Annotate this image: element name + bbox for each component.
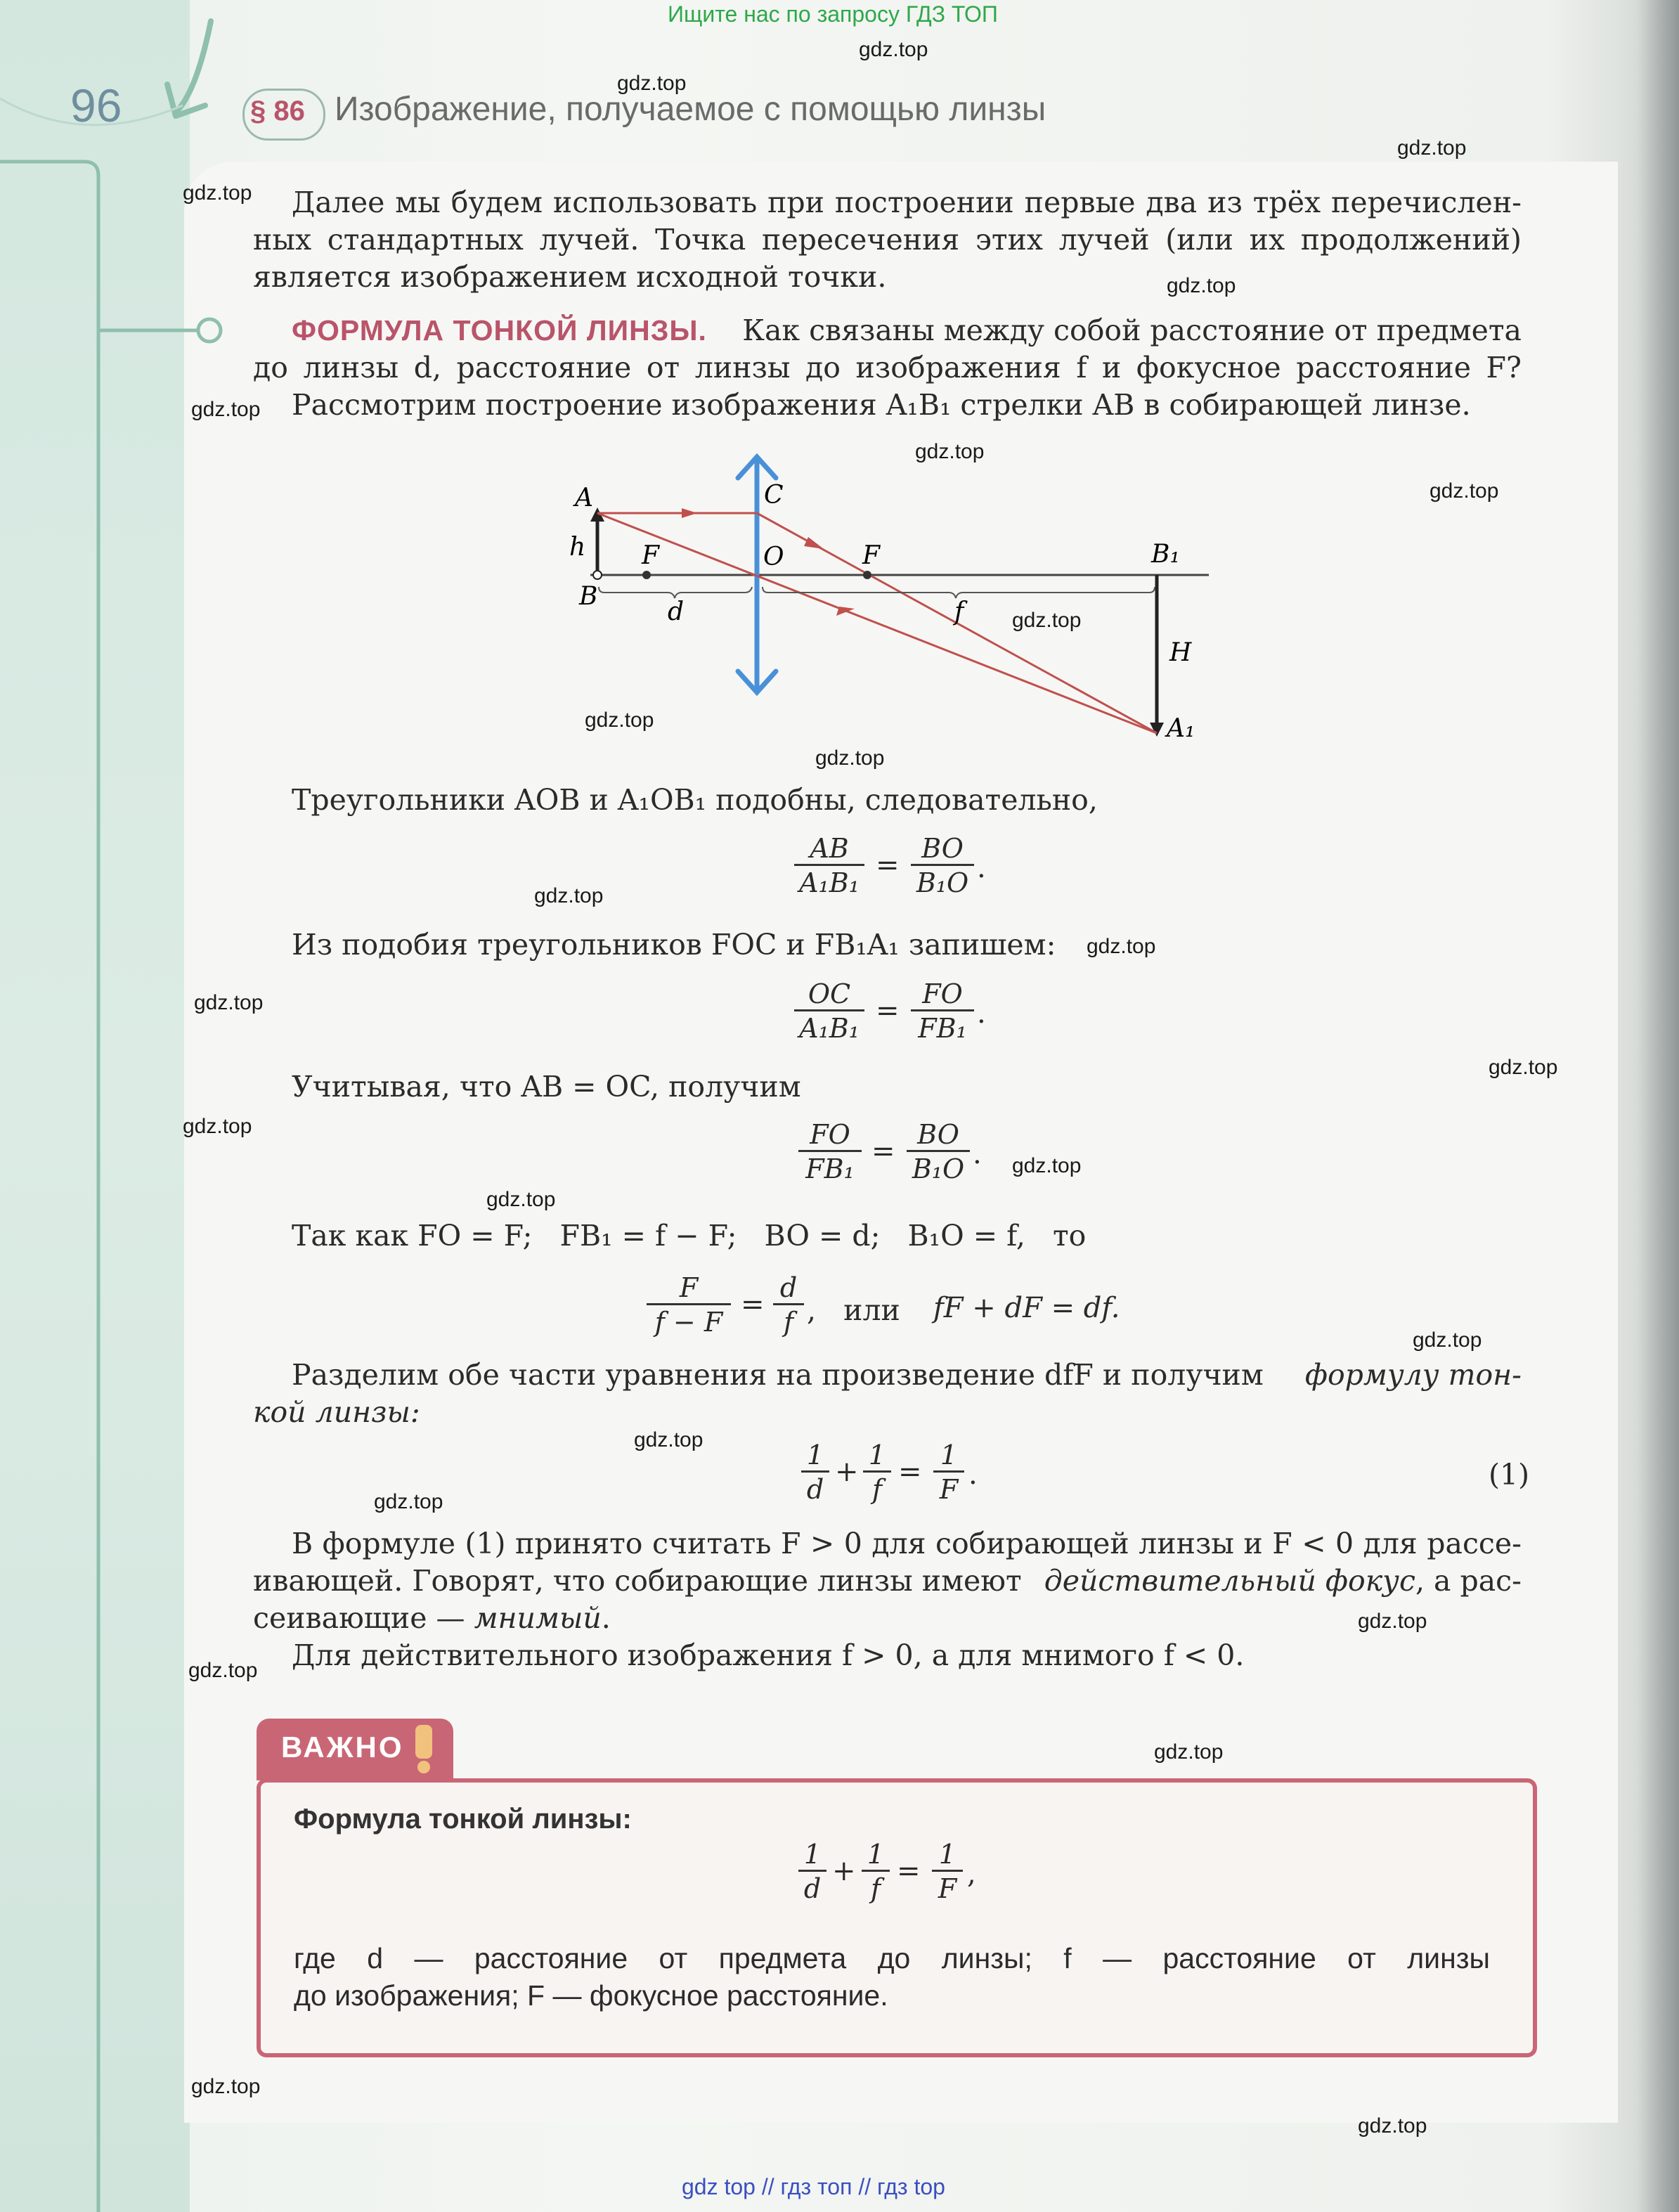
paragraph-line: Рассмотрим построение изображения A₁B₁ стрелки AB в собирающей линзе. (292, 388, 1471, 422)
brace-d (599, 587, 752, 598)
watermark: gdz.top (1154, 1740, 1224, 1764)
paragraph-line: В формуле (1) принято считать F > 0 для собирающей линзы и F < 0 для рассе- (292, 1527, 1522, 1560)
fraction (801, 1440, 829, 1505)
paragraph-line (292, 1357, 1522, 1394)
label-A: A (575, 484, 593, 512)
denominator: A₁B₁ (794, 864, 864, 898)
denominator: f − F (647, 1303, 731, 1338)
text-run: сеивающие — (253, 1601, 465, 1635)
text-run: , а рас- (1415, 1564, 1522, 1598)
watermark: gdz.top (191, 398, 261, 421)
brace-f (763, 587, 1155, 598)
numerator: 1 (867, 1839, 885, 1870)
paragraph-line: до линзы d, расстояние от линзы до изображения f и фокусное расстояние F? (253, 351, 1522, 384)
numerator: 1 (940, 1440, 958, 1470)
text-run: . (601, 1601, 611, 1635)
label-H: H (1169, 638, 1192, 667)
watermark: gdz.top (188, 1659, 258, 1682)
denominator: B₁O (911, 864, 974, 898)
watermark: gdz.top (1397, 136, 1467, 160)
emphasis: мнимый (474, 1601, 602, 1635)
fraction (862, 1839, 890, 1904)
label-B1: B₁ (1151, 540, 1180, 569)
label-A1: A₁ (1167, 714, 1195, 743)
equals-sign: = (741, 1288, 765, 1321)
watermark: gdz.top (1358, 2114, 1427, 2137)
numerator: 1 (803, 1839, 822, 1870)
label-d: d (668, 597, 685, 626)
denominator: FB₁ (798, 1150, 862, 1184)
paragraph-line (253, 1563, 1522, 1600)
label-F-right: F (862, 541, 880, 570)
punctuation: , (967, 1858, 976, 1890)
watermark: gdz.top (486, 1188, 556, 1211)
punctuation: . (973, 1138, 982, 1170)
book-spine-shadow (1637, 0, 1679, 2212)
paragraph-line: Из подобия треугольников FOC и FB₁A₁ запишем: (292, 928, 1056, 962)
important-tab-label: ВАЖНО (281, 1731, 404, 1764)
section-badge: § 86 (250, 96, 305, 127)
important-title: Формула тонкой линзы: (294, 1804, 632, 1835)
point-B (593, 571, 602, 579)
watermark: gdz.top (1489, 1056, 1558, 1079)
punctuation: . (977, 997, 986, 1030)
watermark: gdz.top (1413, 1328, 1482, 1352)
watermark: gdz.top (859, 38, 928, 61)
watermark: gdz.top (534, 884, 604, 907)
watermark: gdz.top (1087, 935, 1156, 958)
ray-arrow (836, 607, 855, 616)
equals-sign: = (898, 1456, 922, 1488)
watermark: gdz.top (183, 1115, 252, 1138)
numerator: FO (810, 1119, 850, 1150)
numerator: BO (917, 1119, 959, 1150)
fraction (911, 833, 974, 898)
paragraph-line: Так как FO = F; FB₁ = f − F; BO = d; B₁O = f, то (292, 1219, 1087, 1253)
equation: fF + dF = df. (933, 1292, 1120, 1324)
punctuation: . (968, 1459, 978, 1491)
ray-arrow (682, 508, 697, 518)
denominator: F (932, 1870, 963, 1904)
equation-number: (1) (1489, 1458, 1530, 1492)
fraction (647, 1272, 731, 1338)
watermark: gdz.top (585, 709, 654, 732)
numerator: BO (921, 833, 964, 864)
denominator: FB₁ (911, 1009, 974, 1044)
watermark: gdz.top (194, 991, 264, 1014)
punctuation: . (977, 852, 986, 884)
paragraph-line: Далее мы будем использовать при построении первые два из трёх перечислен- (292, 186, 1522, 219)
fraction (798, 1119, 862, 1184)
fraction (933, 1440, 964, 1505)
watermark: gdz.top (634, 1428, 704, 1451)
numerator: 1 (868, 1440, 886, 1470)
denominator: F (933, 1470, 964, 1505)
fraction (932, 1839, 963, 1904)
equals-sign: = (897, 1855, 921, 1887)
paragraph-line: является изображением исходной точки. (253, 260, 887, 294)
watermark: gdz.top (183, 181, 252, 205)
numerator: FO (922, 978, 963, 1009)
watermark: gdz.top (1012, 609, 1082, 632)
label-O: O (763, 543, 784, 571)
numerator: 1 (938, 1839, 957, 1870)
watermark: gdz.top (1430, 479, 1499, 503)
denominator: A₁B₁ (794, 1009, 864, 1044)
denominator: d (801, 1470, 829, 1505)
watermark: gdz.top (374, 1490, 443, 1513)
numerator: AB (810, 833, 849, 864)
label-f: f (954, 597, 964, 626)
plus-sign: + (832, 1855, 856, 1887)
denominator: d (798, 1870, 826, 1904)
margin-decoration (0, 0, 281, 2212)
fraction (798, 1839, 826, 1904)
conjunction: , или (807, 1293, 900, 1327)
ray-arrow (804, 537, 824, 549)
paragraph-line: Как связаны между собой расстояние от предмета (742, 313, 1522, 347)
watermark: gdz.top (915, 440, 985, 463)
label-B: B (579, 582, 598, 611)
watermark: gdz.top (191, 2075, 261, 2098)
paragraph-line: Учитывая, что AB = OC, получим (292, 1070, 801, 1104)
label-C: C (764, 481, 784, 510)
equals-sign: = (876, 849, 900, 881)
paragraph-line: Треугольники AOB и A₁OB₁ подобны, следовательно, (292, 783, 1098, 817)
paragraph-line (253, 1600, 611, 1637)
equals-sign: = (876, 995, 900, 1027)
emphasis: действительный фокус (1044, 1564, 1415, 1598)
focus-left (642, 571, 651, 579)
page-number: 96 (70, 79, 122, 131)
watermark: gdz.top (815, 746, 885, 770)
denominator: f (773, 1303, 804, 1338)
paragraph-line: Для действительного изображения f > 0, а для мнимого f < 0. (292, 1638, 1245, 1672)
lens-ray-diagram (548, 443, 1223, 766)
label-h: h (569, 533, 586, 562)
fraction (773, 1272, 804, 1338)
numerator: OC (808, 978, 851, 1009)
text-run: Разделим обе части уравнения на произведение dfF и получим (292, 1358, 1264, 1392)
numerator: F (679, 1272, 699, 1303)
numerator: 1 (806, 1440, 824, 1470)
focus-right (863, 571, 871, 579)
paragraph-line: кой линзы: (253, 1395, 420, 1429)
section-title: Изображение, получаемое с помощью линзы (335, 91, 1046, 128)
fraction (794, 978, 864, 1044)
fraction (907, 1119, 970, 1184)
fraction (794, 833, 864, 898)
exclamation-icon (412, 1722, 436, 1776)
denominator: f (862, 1870, 890, 1904)
watermark: gdz.top (1012, 1154, 1082, 1177)
watermark-top: Ищите нас по запросу ГДЗ ТОП (668, 1, 998, 27)
denominator: B₁O (907, 1150, 970, 1184)
watermark-bottom: gdz top // гдз топ // гдз top (682, 2174, 945, 2199)
important-text-line: где d — расстояние от предмета до линзы; f — расстояние от линзы (294, 1942, 1490, 1974)
plus-sign: + (835, 1456, 859, 1488)
important-text-line: до изображения; F — фокусное расстояние. (294, 1979, 888, 2012)
numerator: d (779, 1272, 798, 1303)
text-run: ивающей. Говорят, что собирающие линзы имеют (253, 1564, 1022, 1598)
emphasis: формулу тон- (1304, 1358, 1522, 1392)
fraction (911, 978, 974, 1044)
equals-sign: = (871, 1135, 895, 1168)
fraction (863, 1440, 891, 1505)
section-subheading: ФОРМУЛА ТОНКОЙ ЛИНЗЫ. (292, 314, 707, 347)
watermark: gdz.top (1358, 1610, 1427, 1633)
paragraph-line: ных стандартных лучей. Точка пересечения этих лучей (или их продолжений) (253, 223, 1522, 257)
label-F-left: F (642, 541, 659, 570)
watermark: gdz.top (617, 72, 687, 95)
paragraph-heading-line (292, 312, 1522, 349)
watermark: gdz.top (1167, 274, 1236, 297)
denominator: f (863, 1470, 891, 1505)
